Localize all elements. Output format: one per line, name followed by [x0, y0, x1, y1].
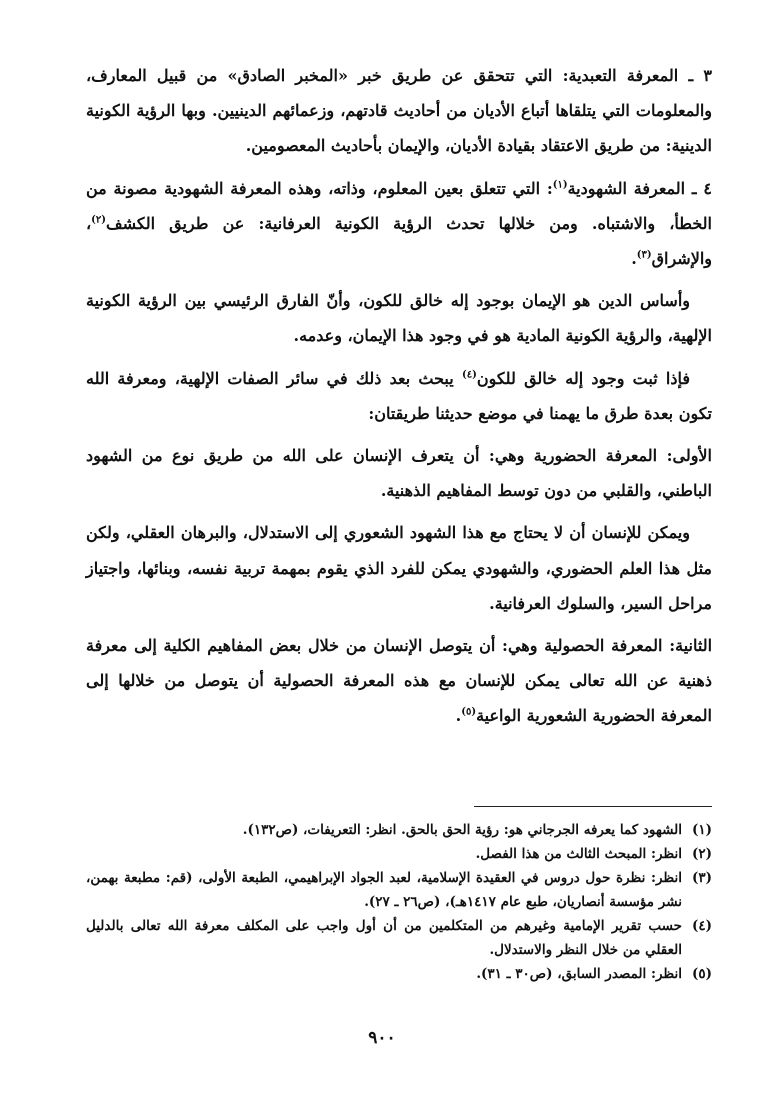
footnote-ref-1[interactable]: (١) [552, 179, 568, 191]
paragraph-2-text-b: : التي تتعلق بعين المعلوم، وذاته، وهذه المعرفة الشهودية مصونة من الخطأ، والاشتباه. ومن خلالها تحدث الرؤية الكونية العرفانية: عن طريق الكشف [86, 178, 712, 233]
paragraph-6-text: ويمكن للإنسان أن لا يحتاج مع هذا الشهود الشعوري إلى الاستدلال، والبرهان العقلي، ولكن مثل هذا العلم الحضوري، والشهودي يمكن للفرد الذي يقوم بمهمة تربية نفسه، وبنائها، واجتياز مراحل السير، والسلوك العرفانية. [86, 523, 712, 613]
footnote-2 [86, 842, 712, 866]
footnote-text: انظر: نظرة حول دروس في العقيدة الإسلامية، لعبد الجواد الإبراهيمي، الطبعة الأولى، (قم: مطبعة بهمن، نشر مؤسسة أنصاريان، طبع عام ١٤١٧هـ)، (ص٢٦ ـ ٢٧). [86, 870, 682, 910]
paragraph-4 [86, 361, 712, 431]
body-text [86, 58, 712, 734]
footnote-number: (٢) [691, 846, 712, 862]
footnote-separator [474, 806, 712, 807]
paragraph-3-text: وأساس الدين هو الإيمان بوجود إله خالق للكون، وأنّ الفارق الرئيسي بين الرؤية الكونية الإلهية، والرؤية الكونية المادية هو في وجود هذا الإيمان، وعدمه. [86, 291, 712, 346]
paragraph-2 [86, 171, 712, 277]
paragraph-4-text-b: يبحث بعد ذلك في سائر الصفات الإلهية، ومعرفة الله تكون بعدة طرق ما يهمنا في موضع حديثنا طريقتان: [86, 368, 712, 423]
paragraph-1-text: ٣ ـ المعرفة التعبدية: التي تتحقق عن طريق خبر «المخبر الصادق» من قبيل المعارف، والمعلومات التي يتلقاها أتباع الأديان من أحاديث قادتهم، وزعمائهم الدينيين. وبها الرؤية الكونية الدينية: من طريق الاعتقاد بقيادة الأديان، والإيمان بأحاديث المعصومين. [86, 66, 712, 156]
paragraph-7-text-b: . [455, 706, 462, 726]
footnote-number: (٤) [691, 918, 712, 934]
paragraph-6 [86, 515, 712, 621]
paragraph-3 [86, 283, 712, 353]
paragraph-5-text: المعرفة الحضورية وهي: أن يتعرف الإنسان على الله من طريق نوع من الشهود الباطني، والقلبي من دون توسط المفاهيم الذهنية. [86, 446, 712, 501]
document-page [0, 58, 764, 1120]
footnote-number: (٣) [691, 870, 712, 886]
footnote-ref-4[interactable]: (٤) [461, 369, 477, 381]
footnote-text: الشهود كما يعرفه الجرجاني هو: رؤية الحق بالحق. انظر: التعريفات، (ص١٣٢). [242, 822, 682, 838]
footnote-ref-5[interactable]: (٥) [461, 707, 477, 719]
paragraph-7-lead: الثانية: [669, 636, 713, 656]
footnote-text: انظر: المصدر السابق، (ص٣٠ ـ ٣١). [476, 966, 682, 982]
paragraph-7-text-a: المعرفة الحصولية وهي: أن يتوصل الإنسان من خلال بعض المفاهيم الكلية إلى معرفة ذهنية عن الله تعالى يمكن للإنسان مع هذه المعرفة الحصولية أن يتوصل من خلالها إلى المعرفة الحضورية الشعورية الواعية [86, 636, 712, 726]
footnote-text: حسب تقرير الإمامية وغيرهم من المتكلمين من أن أول واجب على المكلف معرفة الله تعالى بالدليل العقلي من خلال النظر والاستدلال. [86, 918, 682, 958]
paragraph-2-text-d: . [631, 249, 637, 269]
footnote-number: (١) [691, 822, 712, 838]
paragraph-2-text-c: ، والإشراق [86, 213, 712, 269]
paragraph-5 [86, 438, 712, 508]
footnote-3 [86, 866, 712, 914]
paragraph-4-text-a: فإذا ثبت وجود إله خالق للكون [476, 368, 691, 388]
footnote-4 [86, 914, 712, 962]
footnote-1 [86, 818, 712, 842]
footnote-5 [86, 962, 712, 986]
footnote-ref-3[interactable]: (٣) [636, 249, 652, 261]
paragraph-2-text-a: ٤ ـ المعرفة الشهودية [567, 178, 712, 198]
footnote-text: انظر: المبحث الثالث من هذا الفصل. [475, 846, 682, 862]
footnotes [86, 818, 712, 986]
footnote-number: (٥) [691, 966, 712, 982]
paragraph-1 [86, 58, 712, 164]
page-number: ٩٠٠ [368, 1028, 396, 1048]
paragraph-5-lead: الأولى: [666, 446, 712, 466]
paragraph-7 [86, 628, 712, 734]
footnote-ref-2[interactable]: (٢) [91, 214, 107, 226]
